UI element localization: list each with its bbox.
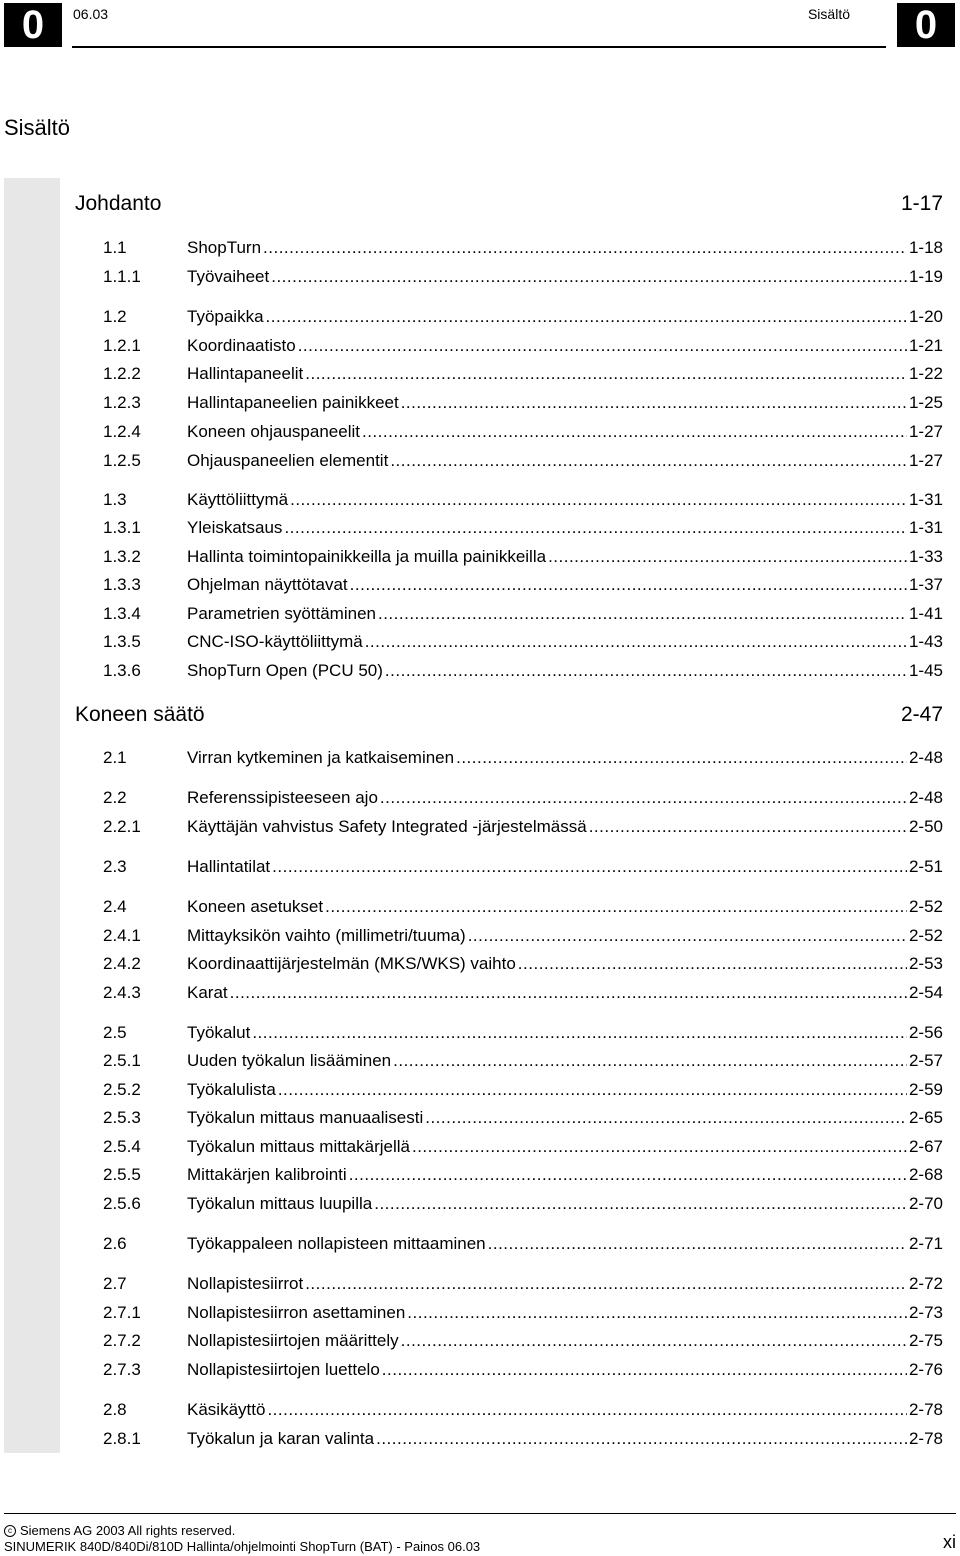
dot-leader — [378, 603, 907, 625]
dot-leader — [325, 896, 907, 918]
entry-page: 1-22 — [908, 364, 943, 383]
entry-page: 1-31 — [908, 518, 943, 537]
chapter-page: 2-47 — [900, 703, 943, 726]
entry-title: Työkalulista — [187, 1080, 276, 1099]
dot-leader — [425, 1107, 907, 1129]
dot-leader — [382, 1359, 907, 1381]
entry-title: Mittakärjen kalibrointi — [187, 1165, 347, 1184]
entry-title: Käyttäjän vahvistus Safety Integrated -järjestelmässä — [187, 817, 587, 836]
copyright-text: Siemens AG 2003 All rights reserved. — [20, 1523, 236, 1538]
sidebar-bar — [4, 178, 60, 1453]
entry-page: 2-56 — [908, 1023, 943, 1042]
entry-number: 2.5.6 — [103, 1194, 141, 1213]
entry-number: 2.7.2 — [103, 1331, 141, 1350]
entry-page: 1-43 — [908, 632, 943, 651]
footer-product-line: SINUMERIK 840D/840Di/810D Hallinta/ohjelmointi ShopTurn (BAT) - Painos 06.03 — [4, 1539, 481, 1554]
dot-leader — [349, 1164, 907, 1186]
entry-title: CNC-ISO-käyttöliittymä — [187, 632, 363, 651]
entry-number: 2.2 — [103, 788, 127, 807]
toc-entry[interactable] — [103, 1233, 943, 1255]
entry-page: 2-54 — [908, 983, 943, 1002]
dot-leader — [284, 517, 907, 539]
toc-entry[interactable] — [103, 1050, 943, 1072]
entry-title: Käsikäyttö — [187, 1400, 266, 1419]
dot-leader — [278, 1079, 907, 1101]
dot-leader — [380, 787, 907, 809]
entry-page: 1-18 — [908, 238, 943, 257]
entry-title: Koordinaattijärjestelmän (MKS/WKS) vaihto — [187, 954, 516, 973]
header-rule — [72, 46, 886, 48]
toc-chapter[interactable] — [75, 191, 943, 217]
entry-number: 2.7 — [103, 1274, 127, 1293]
entry-page: 2-75 — [908, 1331, 943, 1350]
entry-title: Nollapistesiirrot — [187, 1274, 304, 1293]
entry-page: 2-67 — [908, 1137, 943, 1156]
chapter-title: Koneen säätö — [75, 703, 205, 726]
entry-title: Ohjauspaneelien elementit — [187, 451, 389, 470]
entry-title: Koneen asetukset — [187, 897, 324, 916]
entry-number: 2.5.2 — [103, 1080, 141, 1099]
entry-title: Hallintatilat — [187, 857, 271, 876]
entry-page: 2-72 — [908, 1274, 943, 1293]
entry-page: 2-48 — [908, 748, 943, 767]
entry-title: Työkalun mittaus manuaalisesti — [187, 1108, 424, 1127]
toc-entry[interactable] — [103, 1359, 943, 1381]
entry-title: Uuden työkalun lisääminen — [187, 1051, 392, 1070]
toc-entry[interactable] — [103, 925, 943, 947]
entry-title: Hallintapaneelien painikkeet — [187, 393, 399, 412]
dot-leader — [412, 1136, 907, 1158]
toc-entry[interactable] — [103, 1022, 943, 1044]
entry-title: Nollapistesiirtojen määrittely — [187, 1331, 399, 1350]
entry-number: 2.2.1 — [103, 817, 141, 836]
entry-title: Työkalut — [187, 1023, 251, 1042]
toc-entry[interactable] — [103, 982, 943, 1004]
entry-number: 2.7.3 — [103, 1360, 141, 1379]
entry-number: 1.2.3 — [103, 393, 141, 412]
dot-leader — [252, 1022, 907, 1044]
entry-number: 2.8 — [103, 1400, 127, 1419]
entry-title: Virran kytkeminen ja katkaiseminen — [187, 748, 455, 767]
dot-leader — [272, 856, 907, 878]
entry-page: 2-70 — [908, 1194, 943, 1213]
entry-title: Työkalun ja karan valinta — [187, 1429, 375, 1448]
dot-leader — [456, 747, 907, 769]
dot-leader — [350, 574, 907, 596]
dot-leader — [305, 363, 907, 385]
toc-entry[interactable] — [103, 392, 943, 414]
dot-leader — [263, 237, 907, 259]
entry-page: 1-37 — [908, 575, 943, 594]
toc-entry[interactable] — [103, 517, 943, 539]
dot-leader — [468, 925, 907, 947]
toc-entry[interactable] — [103, 1330, 943, 1352]
entry-number: 1.3.6 — [103, 661, 141, 680]
toc-entry[interactable] — [103, 266, 943, 288]
entry-page: 1-27 — [908, 422, 943, 441]
dot-leader — [488, 1233, 907, 1255]
dot-leader — [518, 953, 907, 975]
dot-leader — [362, 421, 907, 443]
entry-title: Työvaiheet — [187, 267, 270, 286]
entry-page: 2-50 — [908, 817, 943, 836]
entry-title: Referenssipisteeseen ajo — [187, 788, 378, 807]
entry-number: 2.7.1 — [103, 1303, 141, 1322]
dot-leader — [401, 1330, 907, 1352]
dot-leader — [230, 982, 907, 1004]
entry-page: 1-21 — [908, 336, 943, 355]
entry-page: 2-76 — [908, 1360, 943, 1379]
dot-leader — [290, 489, 907, 511]
toc-entry[interactable] — [103, 1428, 943, 1450]
toc-entry[interactable] — [103, 335, 943, 357]
entry-number: 1.3.4 — [103, 604, 141, 623]
dot-leader — [271, 266, 907, 288]
entry-number: 2.6 — [103, 1234, 127, 1253]
entry-page: 1-19 — [908, 267, 943, 286]
entry-number: 2.4.2 — [103, 954, 141, 973]
toc-entry[interactable] — [103, 1193, 943, 1215]
toc-entry[interactable] — [103, 450, 943, 472]
entry-title: Työpaikka — [187, 307, 264, 326]
entry-number: 2.3 — [103, 857, 127, 876]
header-section-title: Sisältö — [807, 6, 850, 22]
entry-title: ShopTurn Open (PCU 50) — [187, 661, 383, 680]
entry-title: Työkalun mittaus mittakärjellä — [187, 1137, 410, 1156]
footer-copyright — [4, 1523, 235, 1538]
toc-entry[interactable] — [103, 1273, 943, 1295]
entry-page: 2-68 — [908, 1165, 943, 1184]
toc-entry[interactable] — [103, 660, 943, 682]
entry-title: Parametrien syöttäminen — [187, 604, 376, 623]
entry-number: 1.2.1 — [103, 336, 141, 355]
dot-leader — [266, 306, 907, 328]
entry-title: Nollapistesiirron asettaminen — [187, 1303, 406, 1322]
dot-leader — [298, 335, 907, 357]
entry-page: 1-33 — [908, 547, 943, 566]
dot-leader — [589, 816, 907, 838]
toc-entry[interactable] — [103, 856, 943, 878]
entry-page: 2-52 — [908, 926, 943, 945]
toc-entry[interactable] — [103, 546, 943, 568]
dot-leader — [407, 1302, 907, 1324]
entry-number: 1.2.4 — [103, 422, 141, 441]
toc-entry[interactable] — [103, 574, 943, 596]
entry-number: 1.2 — [103, 307, 127, 326]
entry-title: Ohjelman näyttötavat — [187, 575, 348, 594]
entry-number: 2.4 — [103, 897, 127, 916]
toc-entry[interactable] — [103, 1164, 943, 1186]
entry-page: 2-65 — [908, 1108, 943, 1127]
entry-number: 2.4.3 — [103, 983, 141, 1002]
entry-page: 1-25 — [908, 393, 943, 412]
toc-entry[interactable] — [103, 787, 943, 809]
entry-page: 2-51 — [908, 857, 943, 876]
toc-entry[interactable] — [103, 747, 943, 769]
toc-entry[interactable] — [103, 489, 943, 511]
entry-number: 2.5 — [103, 1023, 127, 1042]
page-title: Sisältö — [4, 115, 71, 140]
entry-page: 1-45 — [908, 661, 943, 680]
page-number: xi — [943, 1532, 956, 1552]
entry-title: Työkalun mittaus luupilla — [187, 1194, 373, 1213]
entry-title: Hallinta toimintopainikkeilla ja muilla painikkeilla — [187, 547, 547, 566]
toc-entry[interactable] — [103, 237, 943, 259]
chapter-title: Johdanto — [75, 192, 162, 215]
toc-entry[interactable] — [103, 953, 943, 975]
footer-rule — [4, 1513, 956, 1514]
entry-page: 2-73 — [908, 1303, 943, 1322]
toc-entry[interactable] — [103, 306, 943, 328]
entry-number: 2.5.4 — [103, 1137, 141, 1156]
dot-leader — [365, 631, 907, 653]
chapter-tab-right: 0 — [897, 3, 955, 47]
entry-number: 2.5.1 — [103, 1051, 141, 1070]
entry-number: 1.1 — [103, 238, 127, 257]
toc-entry[interactable] — [103, 816, 943, 838]
dot-leader — [376, 1428, 907, 1450]
entry-page: 1-31 — [908, 490, 943, 509]
entry-number: 2.8.1 — [103, 1429, 141, 1448]
toc-entry[interactable] — [103, 1107, 943, 1129]
entry-page: 2-78 — [908, 1400, 943, 1419]
chapter-tab-left: 0 — [4, 3, 62, 47]
dot-leader — [305, 1273, 907, 1295]
toc-entry[interactable] — [103, 363, 943, 385]
dot-leader — [267, 1399, 907, 1421]
copyright-icon: c — [4, 1525, 16, 1537]
entry-number: 2.1 — [103, 748, 127, 767]
entry-page: 2-78 — [908, 1429, 943, 1448]
entry-page: 2-48 — [908, 788, 943, 807]
entry-number: 1.3.1 — [103, 518, 141, 537]
toc-entry[interactable] — [103, 1079, 943, 1101]
entry-number: 1.3.5 — [103, 632, 141, 651]
entry-title: Hallintapaneelit — [187, 364, 304, 383]
toc-entry[interactable] — [103, 1136, 943, 1158]
entry-number: 1.3 — [103, 490, 127, 509]
dot-leader — [390, 450, 907, 472]
entry-number: 1.1.1 — [103, 267, 141, 286]
entry-title: Karat — [187, 983, 228, 1002]
entry-title: ShopTurn — [187, 238, 262, 257]
entry-title: Työkappaleen nollapisteen mittaaminen — [187, 1234, 486, 1253]
entry-title: Nollapistesiirtojen luettelo — [187, 1360, 380, 1379]
entry-number: 2.4.1 — [103, 926, 141, 945]
entry-page: 2-52 — [908, 897, 943, 916]
toc-entry[interactable] — [103, 603, 943, 625]
entry-page: 1-41 — [908, 604, 943, 623]
entry-page: 1-27 — [908, 451, 943, 470]
entry-page: 2-71 — [908, 1234, 943, 1253]
entry-page: 2-59 — [908, 1080, 943, 1099]
dot-leader — [548, 546, 907, 568]
entry-page: 2-57 — [908, 1051, 943, 1070]
entry-number: 1.2.5 — [103, 451, 141, 470]
chapter-page: 1-17 — [900, 192, 943, 215]
toc-entry[interactable] — [103, 631, 943, 653]
entry-title: Käyttöliittymä — [187, 490, 289, 509]
entry-number: 2.5.5 — [103, 1165, 141, 1184]
entry-page: 2-53 — [908, 954, 943, 973]
toc-chapter[interactable] — [75, 702, 943, 728]
entry-title: Koordinaatisto — [187, 336, 296, 355]
dot-leader — [374, 1193, 907, 1215]
entry-number: 1.2.2 — [103, 364, 141, 383]
toc-entry[interactable] — [103, 1399, 943, 1421]
entry-title: Koneen ohjauspaneelit — [187, 422, 360, 441]
entry-number: 2.5.3 — [103, 1108, 141, 1127]
dot-leader — [385, 660, 907, 682]
entry-number: 1.3.3 — [103, 575, 141, 594]
toc-entry[interactable] — [103, 1302, 943, 1324]
entry-title: Yleiskatsaus — [187, 518, 283, 537]
header-date: 06.03 — [73, 6, 109, 22]
dot-leader — [401, 392, 907, 414]
dot-leader — [393, 1050, 907, 1072]
entry-title: Mittayksikön vaihto (millimetri/tuuma) — [187, 926, 466, 945]
entry-page: 1-20 — [908, 307, 943, 326]
toc-entry[interactable] — [103, 896, 943, 918]
entry-number: 1.3.2 — [103, 547, 141, 566]
toc-entry[interactable] — [103, 421, 943, 443]
